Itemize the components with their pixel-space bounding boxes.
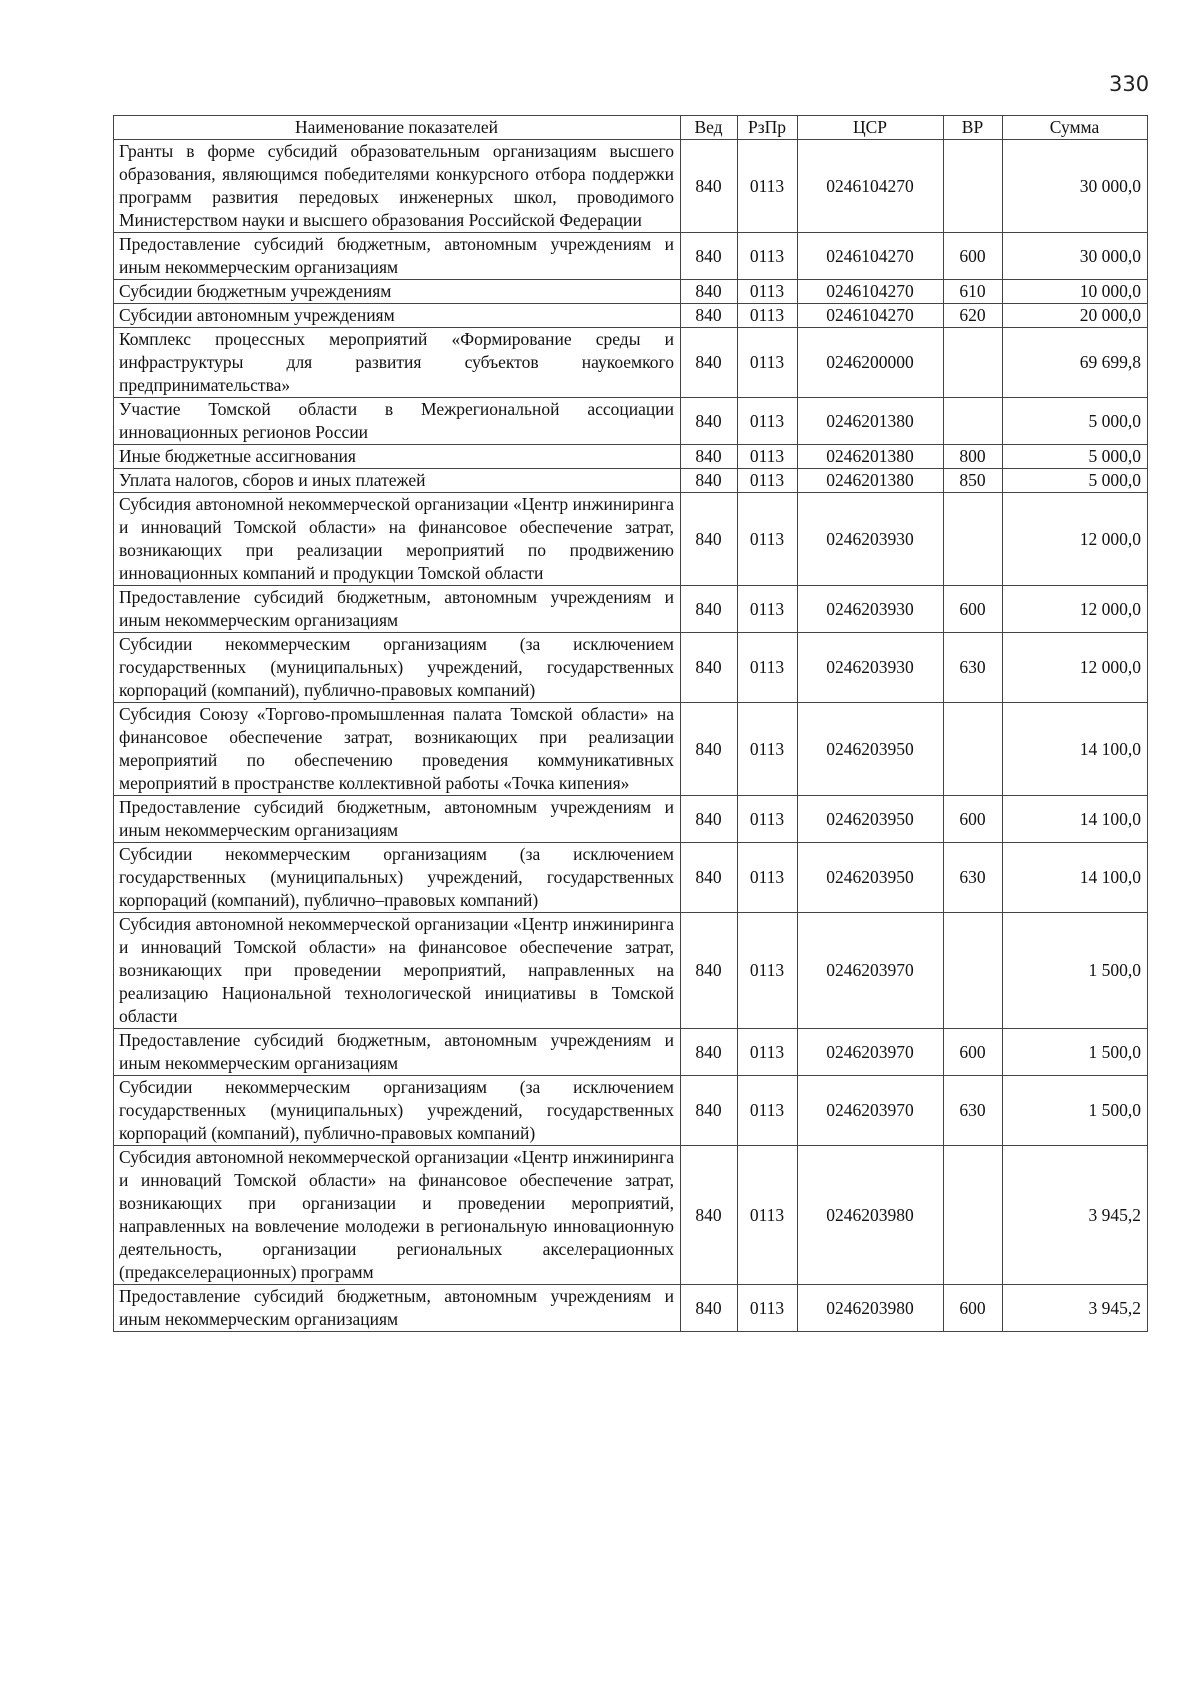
cell-csr: 0246203930 [798,586,944,633]
cell-vr: 630 [944,633,1003,703]
cell-name: Участие Томской области в Межрегиональной ассоциации инновационных регионов России [114,398,681,445]
cell-csr: 0246203970 [798,913,944,1029]
table-row [114,280,1148,304]
cell-name: Комплекс процессных мероприятий «Формирование среды и инфраструктуры для развития субъектов наукоемкого предпринимательства» [114,328,681,398]
cell-sum: 1 500,0 [1003,1076,1148,1146]
table-row [114,796,1148,843]
cell-ved: 840 [681,1285,738,1332]
cell-ved: 840 [681,843,738,913]
cell-ved: 840 [681,1146,738,1285]
cell-vr: 600 [944,233,1003,280]
cell-csr: 0246201380 [798,398,944,445]
cell-ved: 840 [681,913,738,1029]
cell-rzpr: 0113 [738,703,798,796]
cell-csr: 0246201380 [798,469,944,493]
table-row [114,233,1148,280]
cell-name: Субсидии некоммерческим организациям (за исключением государственных (муниципальных) учреждений, государственных корпораций (компаний), публично-правовых компаний) [114,633,681,703]
cell-sum: 12 000,0 [1003,633,1148,703]
table-row [114,633,1148,703]
cell-csr: 0246203950 [798,796,944,843]
table-row [114,140,1148,233]
cell-csr: 0246203980 [798,1146,944,1285]
cell-csr: 0246203970 [798,1029,944,1076]
cell-sum: 14 100,0 [1003,843,1148,913]
cell-vr: 610 [944,280,1003,304]
cell-name: Предоставление субсидий бюджетным, автономным учреждениям и иным некоммерческим организациям [114,233,681,280]
cell-rzpr: 0113 [738,843,798,913]
cell-name: Иные бюджетные ассигнования [114,445,681,469]
cell-ved: 840 [681,398,738,445]
cell-name: Субсидия автономной некоммерческой организации «Центр инжиниринга и инноваций Томской области» на финансовое обеспечение затрат, возникающих при организации и проведении мероприятий, направленных на вовлечение молодежи в региональную инновационную деятельность, организации региональных акселерационных (предакселерационных) программ [114,1146,681,1285]
cell-name: Субсидии автономным учреждениям [114,304,681,328]
cell-sum: 14 100,0 [1003,796,1148,843]
cell-rzpr: 0113 [738,586,798,633]
cell-vr: 600 [944,1285,1003,1332]
table-body [114,140,1148,1332]
cell-csr: 0246203950 [798,703,944,796]
cell-vr: 600 [944,586,1003,633]
header-ved: Вед [681,116,738,140]
table-header-row [114,116,1148,140]
cell-ved: 840 [681,280,738,304]
cell-rzpr: 0113 [738,1076,798,1146]
header-sum: Сумма [1003,116,1148,140]
cell-name: Предоставление субсидий бюджетным, автономным учреждениям и иным некоммерческим организациям [114,796,681,843]
cell-csr: 0246203980 [798,1285,944,1332]
cell-vr: 630 [944,1076,1003,1146]
cell-rzpr: 0113 [738,140,798,233]
cell-rzpr: 0113 [738,304,798,328]
cell-vr [944,140,1003,233]
cell-name: Предоставление субсидий бюджетным, автономным учреждениям и иным некоммерческим организациям [114,1029,681,1076]
cell-rzpr: 0113 [738,328,798,398]
cell-sum: 5 000,0 [1003,398,1148,445]
budget-table [113,115,1148,1332]
cell-vr: 620 [944,304,1003,328]
cell-csr: 0246203930 [798,633,944,703]
table-row [114,1285,1148,1332]
cell-ved: 840 [681,445,738,469]
cell-name: Субсидия Союзу «Торгово-промышленная палата Томской области» на финансовое обеспечение затрат, возникающих при реализации мероприятий по обеспечению проведения коммуникативных мероприятий в пространстве коллективной работы «Точка кипения» [114,703,681,796]
cell-rzpr: 0113 [738,633,798,703]
cell-csr: 0246104270 [798,233,944,280]
cell-name: Субсидия автономной некоммерческой организации «Центр инжиниринга и инноваций Томской области» на финансовое обеспечение затрат, возникающих при реализации мероприятий по продвижению инновационных компаний и продукции Томской области [114,493,681,586]
cell-sum: 1 500,0 [1003,1029,1148,1076]
cell-rzpr: 0113 [738,1146,798,1285]
cell-vr [944,913,1003,1029]
cell-ved: 840 [681,586,738,633]
cell-vr [944,703,1003,796]
cell-vr [944,398,1003,445]
cell-name: Субсидия автономной некоммерческой организации «Центр инжиниринга и инноваций Томской области» на финансовое обеспечение затрат, возникающих при проведении мероприятий, направленных на реализацию Национальной технологической инициативы в Томской области [114,913,681,1029]
cell-vr: 800 [944,445,1003,469]
cell-vr: 600 [944,796,1003,843]
cell-sum: 69 699,8 [1003,328,1148,398]
cell-csr: 0246203950 [798,843,944,913]
cell-name: Субсидии бюджетным учреждениям [114,280,681,304]
table-row [114,703,1148,796]
cell-csr: 0246203970 [798,1076,944,1146]
cell-name: Субсидии некоммерческим организациям (за исключением государственных (муниципальных) учреждений, государственных корпораций (компаний), публично-правовых компаний) [114,1076,681,1146]
cell-csr: 0246201380 [798,445,944,469]
cell-sum: 12 000,0 [1003,586,1148,633]
cell-vr: 630 [944,843,1003,913]
cell-ved: 840 [681,328,738,398]
header-csr: ЦСР [798,116,944,140]
table-row [114,493,1148,586]
cell-vr [944,493,1003,586]
cell-rzpr: 0113 [738,280,798,304]
cell-ved: 840 [681,796,738,843]
header-vr: ВР [944,116,1003,140]
table-row [114,398,1148,445]
cell-ved: 840 [681,1029,738,1076]
cell-vr: 850 [944,469,1003,493]
cell-sum: 14 100,0 [1003,703,1148,796]
header-rzpr: РзПр [738,116,798,140]
cell-ved: 840 [681,633,738,703]
table-row [114,445,1148,469]
cell-csr: 0246104270 [798,140,944,233]
cell-rzpr: 0113 [738,398,798,445]
table-row [114,1029,1148,1076]
cell-ved: 840 [681,304,738,328]
cell-ved: 840 [681,493,738,586]
cell-rzpr: 0113 [738,233,798,280]
cell-vr [944,1146,1003,1285]
cell-sum: 1 500,0 [1003,913,1148,1029]
header-name: Наименование показателей [114,116,681,140]
cell-csr: 0246104270 [798,304,944,328]
cell-sum: 10 000,0 [1003,280,1148,304]
cell-csr: 0246200000 [798,328,944,398]
cell-rzpr: 0113 [738,1029,798,1076]
cell-sum: 12 000,0 [1003,493,1148,586]
cell-sum: 20 000,0 [1003,304,1148,328]
table-row [114,843,1148,913]
cell-rzpr: 0113 [738,493,798,586]
cell-name: Гранты в форме субсидий образовательным организациям высшего образования, являющимся победителями конкурсного отбора поддержки программ развития передовых инженерных школ, проводимого Министерством науки и высшего образования Российской Федерации [114,140,681,233]
cell-rzpr: 0113 [738,796,798,843]
cell-sum: 3 945,2 [1003,1146,1148,1285]
cell-name: Субсидии некоммерческим организациям (за исключением государственных (муниципальных) учреждений, государственных корпораций (компаний), публично–правовых компаний) [114,843,681,913]
cell-sum: 5 000,0 [1003,445,1148,469]
cell-name: Предоставление субсидий бюджетным, автономным учреждениям и иным некоммерческим организациям [114,1285,681,1332]
cell-vr [944,328,1003,398]
cell-sum: 30 000,0 [1003,140,1148,233]
cell-name: Уплата налогов, сборов и иных платежей [114,469,681,493]
cell-rzpr: 0113 [738,469,798,493]
cell-sum: 30 000,0 [1003,233,1148,280]
cell-ved: 840 [681,140,738,233]
table-row [114,328,1148,398]
cell-name: Предоставление субсидий бюджетным, автономным учреждениям и иным некоммерческим организациям [114,586,681,633]
table-row [114,1146,1148,1285]
cell-sum: 5 000,0 [1003,469,1148,493]
cell-ved: 840 [681,469,738,493]
page-number: 330 [1109,72,1150,96]
table-row [114,913,1148,1029]
table-row [114,304,1148,328]
cell-rzpr: 0113 [738,913,798,1029]
cell-vr: 600 [944,1029,1003,1076]
cell-ved: 840 [681,233,738,280]
cell-sum: 3 945,2 [1003,1285,1148,1332]
cell-rzpr: 0113 [738,1285,798,1332]
table-row [114,469,1148,493]
cell-rzpr: 0113 [738,445,798,469]
table-row [114,586,1148,633]
table-row [114,1076,1148,1146]
cell-ved: 840 [681,703,738,796]
cell-csr: 0246104270 [798,280,944,304]
cell-ved: 840 [681,1076,738,1146]
cell-csr: 0246203930 [798,493,944,586]
